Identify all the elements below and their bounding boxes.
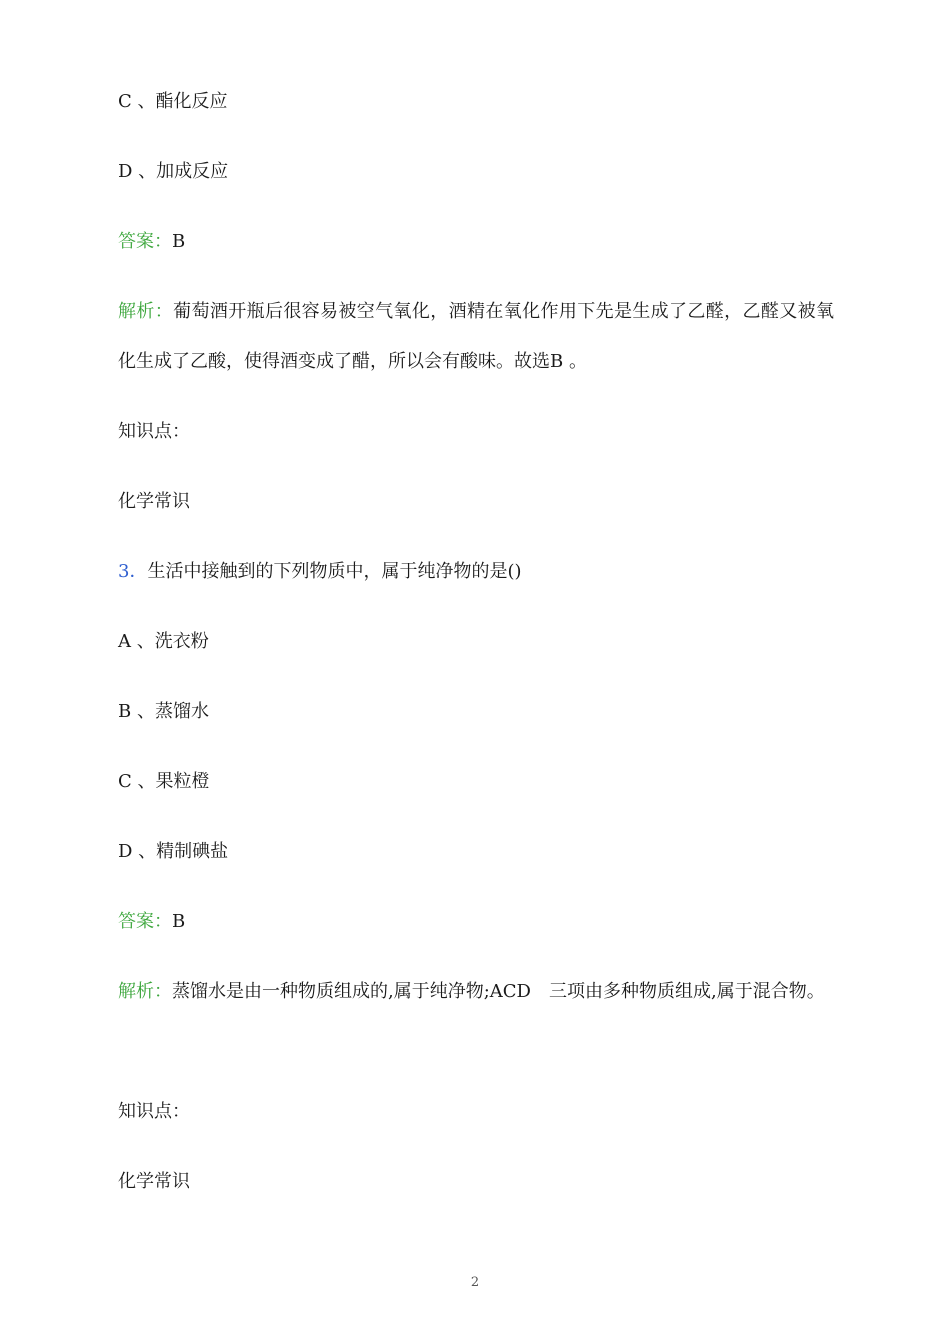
q3-analysis-text: 蒸馏水是由一种物质组成的,属于纯净物;ACD 三项由多种物质组成,属于混合物。 <box>172 981 825 1002</box>
q2-knowledge-label: 知识点： <box>118 421 190 442</box>
q2-option-d: D 、加成反应 <box>118 161 229 182</box>
q2-analysis-text: 葡萄酒开瓶后很容易被空气氧化，酒精在氧化作用下先是生成了乙醛，乙醛又被氧化生成了乙酸，使得酒变成了醋，所以会有酸味。故选B 。 <box>118 301 835 372</box>
q2-answer-label: 答案： <box>118 231 172 252</box>
q2-answer-value: B <box>172 231 186 252</box>
q2-knowledge-value: 化学常识 <box>118 491 190 512</box>
q2-analysis <box>118 287 834 387</box>
page-number: 2 <box>470 1275 480 1290</box>
q3-option-b: B 、蒸馏水 <box>118 701 209 722</box>
q3-option-c: C 、果粒橙 <box>118 771 210 792</box>
q3-knowledge-value: 化学常识 <box>118 1171 190 1192</box>
q3-stem <box>118 560 522 584</box>
q3-answer <box>118 910 185 934</box>
q3-analysis-label: 解析： <box>118 981 172 1002</box>
q2-analysis-label: 解析： <box>118 301 174 322</box>
q3-answer-value: B <box>172 911 186 932</box>
q2-answer <box>118 230 185 254</box>
q3-answer-label: 答案： <box>118 911 172 932</box>
q3-knowledge-label: 知识点： <box>118 1101 190 1122</box>
q3-option-a: A 、洗衣粉 <box>118 631 209 652</box>
q2-option-c: C 、酯化反应 <box>118 91 228 112</box>
q3-analysis <box>118 967 834 1017</box>
q3-option-d: D 、精制碘盐 <box>118 841 229 862</box>
q3-number: 3． <box>118 561 148 582</box>
q3-stem-text: 生活中接触到的下列物质中，属于纯净物的是() <box>147 561 522 582</box>
